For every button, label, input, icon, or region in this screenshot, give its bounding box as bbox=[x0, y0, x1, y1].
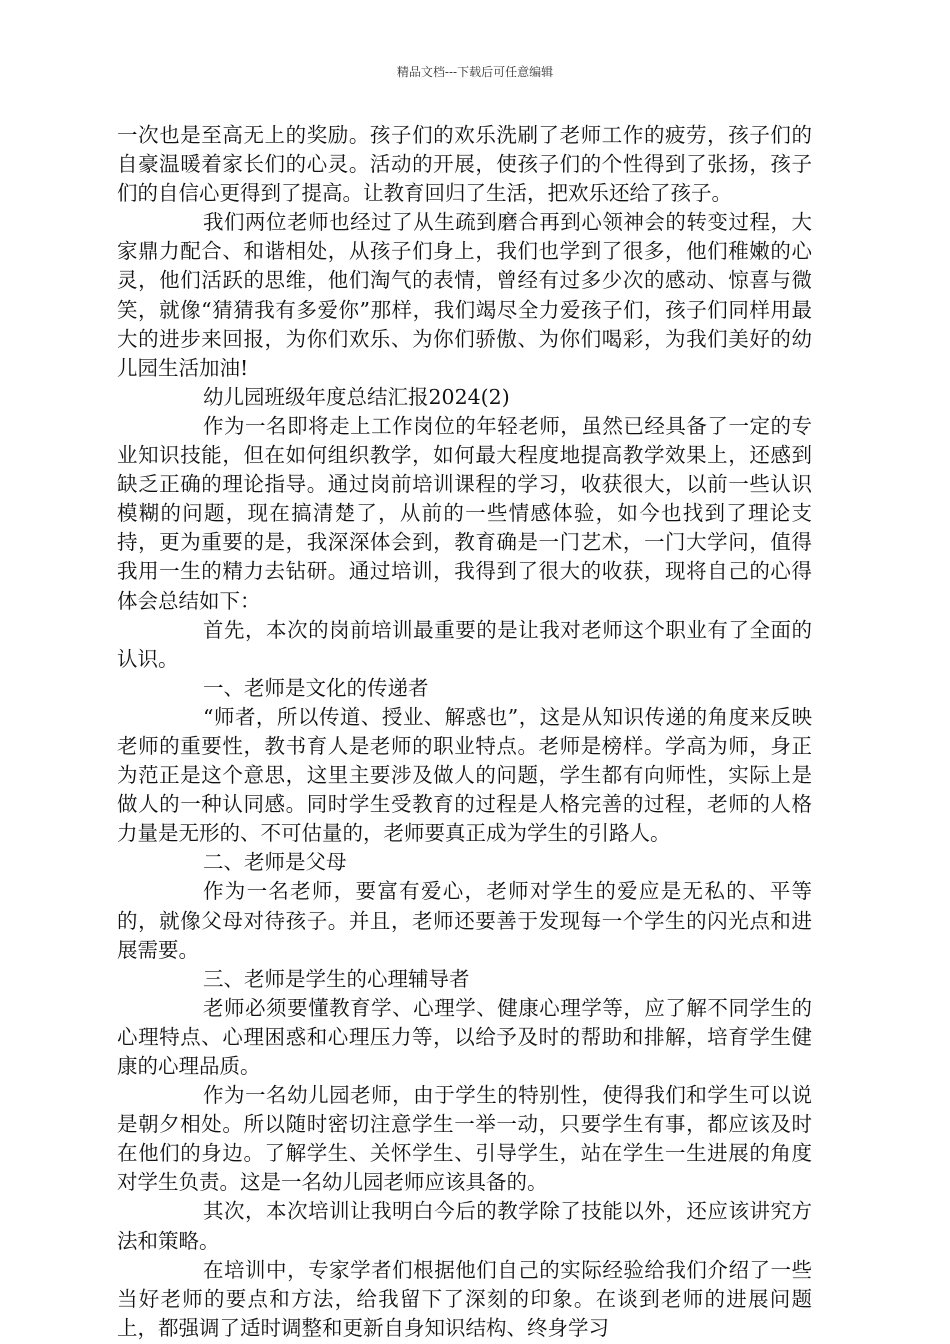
paragraph-continued-intro: 一次也是至高无上的奖励。孩子们的欢乐洗刷了老师工作的疲劳，孩子们的自豪温暖着家长们的心灵。活动的开展，使孩子们的个性得到了张扬，孩子们的自信心更得到了提高。让教育回归了生活，把欢乐还给了孩子。 bbox=[117, 123, 812, 206]
paragraph-teacher-as-parent: 作为一名老师，要富有爱心，老师对学生的爱应是无私的、平等的，就像父母对待孩子。并且，老师还要善于发现每一个学生的闪光点和进展需要。 bbox=[117, 879, 812, 962]
paragraph-training-experts: 在培训中，专家学者们根据他们自己的实际经验给我们介绍了一些当好老师的要点和方法，给我留下了深刻的印象。在谈到老师的进展问题上，都强调了适时调整和更新自身知识结构、终身学习 bbox=[117, 1257, 812, 1340]
page-header: 精品文档---下载后可任意编辑 bbox=[396, 65, 554, 79]
paragraph-psychological-counselor: 老师必须要懂教育学、心理学、健康心理学等，应了解不同学生的心理特点、心理困惑和心理压力等，以给予及时的帮助和排解，培育学生健康的心理品质。 bbox=[117, 995, 812, 1078]
subheading-teacher-as-parent: 二、老师是父母 bbox=[203, 850, 347, 875]
subheading-culture-transmitter: 一、老师是文化的传递者 bbox=[203, 675, 429, 700]
paragraph-kindergarten-teacher: 作为一名幼儿园老师，由于学生的特别性，使得我们和学生可以说是朝夕相处。所以随时密切注意学生一举一动，只要学生有事，都应该及时在他们的身边。了解学生、关怀学生、引导学生，站在学生一生进展的角度对学生负责。这是一名幼儿园老师应该具备的。 bbox=[117, 1083, 812, 1195]
document-body bbox=[117, 121, 812, 1343]
section-title: 幼儿园班级年度总结汇报2024(2) bbox=[203, 384, 510, 409]
subheading-psychological-counselor: 三、老师是学生的心理辅导者 bbox=[203, 966, 470, 991]
paragraph-teachers-reflection: 我们两位老师也经过了从生疏到磨合再到心领神会的转变过程，大家鼎力配合、和谐相处，从孩子们身上，我们也学到了很多，他们稚嫩的心灵，他们活跃的思维，他们淘气的表情，曾经有过多少次的感动、惊喜与微笑，就像“猜猜我有多爱你”那样，我们竭尽全力爱孩子们，孩子们同样用最大的进步来回报，为你们欢乐、为你们骄傲、为你们喝彩，为我们美好的幼儿园生活加油! bbox=[117, 210, 812, 380]
paragraph-first-point: 首先，本次的岗前培训最重要的是让我对老师这个职业有了全面的认识。 bbox=[117, 617, 812, 671]
paragraph-culture-transmitter: “师者，所以传道、授业、解惑也”，这是从知识传递的角度来反映老师的重要性，教书育人是老师的职业特点。老师是榜样。学高为师，身正为范正是这个意思，这里主要涉及做人的问题，学生都有向师性，实际上是做人的一种认同感。同时学生受教育的过程是人格完善的过程，老师的人格力量是无形的、不可估量的，老师要真正成为学生的引路人。 bbox=[117, 704, 812, 846]
paragraph-introduction: 作为一名即将走上工作岗位的年轻老师，虽然已经具备了一定的专业知识技能，但在如何组织教学，如何最大程度地提高教学效果上，还感到缺乏正确的理论指导。通过岗前培训课程的学习，收获很大，以前一些认识模糊的问题，现在搞清楚了，从前的一些情感体验，如今也找到了理论支持，更为重要的是，我深深体会到，教育确是一门艺术，一门大学问，值得我用一生的精力去钻研。通过培训，我得到了很大的收获，现将自己的心得体会总结如下： bbox=[117, 413, 812, 613]
paragraph-second-point: 其次，本次培训让我明白今后的教学除了技能以外，还应该讲究方法和策略。 bbox=[117, 1199, 812, 1253]
